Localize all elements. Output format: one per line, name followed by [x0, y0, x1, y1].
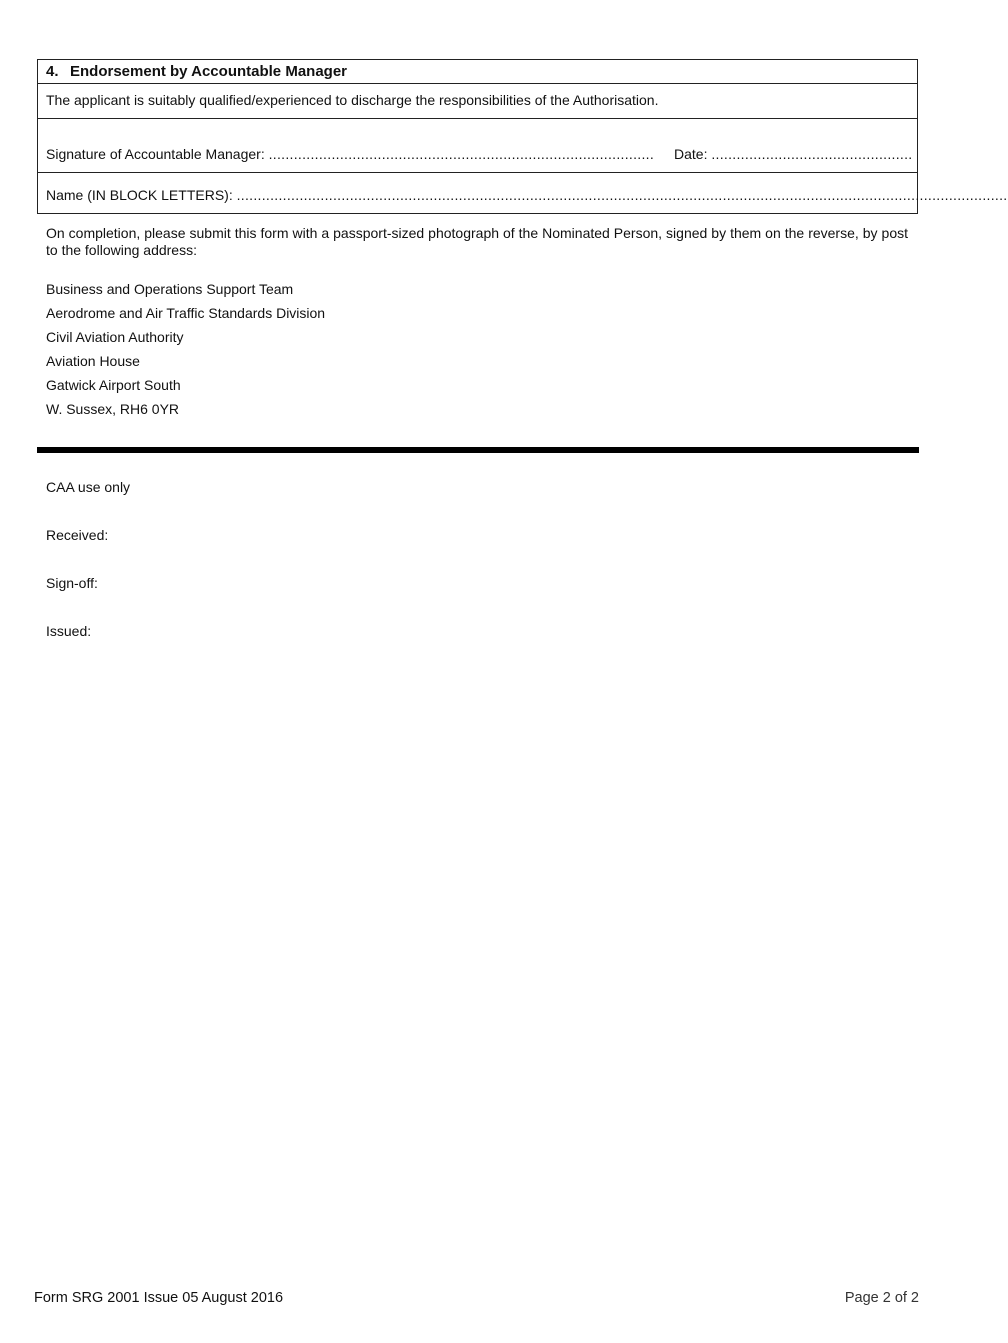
date-field[interactable] [674, 146, 912, 162]
issued-label: Issued: [46, 623, 92, 639]
signature-row [38, 119, 917, 173]
postal-address [46, 281, 325, 425]
form-reference: Form SRG 2001 Issue 05 August 2016 [34, 1290, 284, 1306]
signoff-label: Sign-off: [46, 575, 98, 591]
address-line: Business and Operations Support Team [46, 281, 294, 297]
signature-label: Signature of Accountable Manager: [46, 146, 265, 162]
endorsement-statement: The applicant is suitably qualified/experienced to discharge the responsibilities of the Authorisation. [38, 84, 917, 119]
address-line: Civil Aviation Authority [46, 329, 184, 345]
address-line: Aviation House [46, 353, 140, 369]
name-dots: ........................................................................................................................................................................................ [236, 187, 1008, 203]
received-label: Received: [46, 527, 109, 543]
signature-field[interactable] [46, 146, 654, 162]
page-number: Page 2 of 2 [844, 1290, 919, 1306]
section-header [38, 60, 917, 84]
caa-use-only-heading: CAA use only [46, 479, 131, 495]
name-label: Name (IN BLOCK LETTERS): [46, 187, 233, 203]
section-divider [37, 447, 919, 453]
name-field[interactable] [38, 173, 1008, 213]
address-line: W. Sussex, RH6 0YR [46, 401, 180, 417]
section-title: Endorsement by Accountable Manager [70, 63, 348, 80]
endorsement-section [37, 59, 1008, 214]
address-line: Aerodrome and Air Traffic Standards Division [46, 305, 326, 321]
date-dots: ................................................ [711, 146, 913, 162]
signature-dots: ............................................................................................ [268, 146, 655, 162]
address-line: Gatwick Airport South [46, 377, 181, 393]
date-label: Date: [674, 146, 708, 162]
submission-instructions: On completion, please submit this form with a passport-sized photograph of the Nominated Person, signed by them on the reverse, by post to the following address: [46, 225, 908, 258]
section-number: 4. [46, 63, 59, 80]
